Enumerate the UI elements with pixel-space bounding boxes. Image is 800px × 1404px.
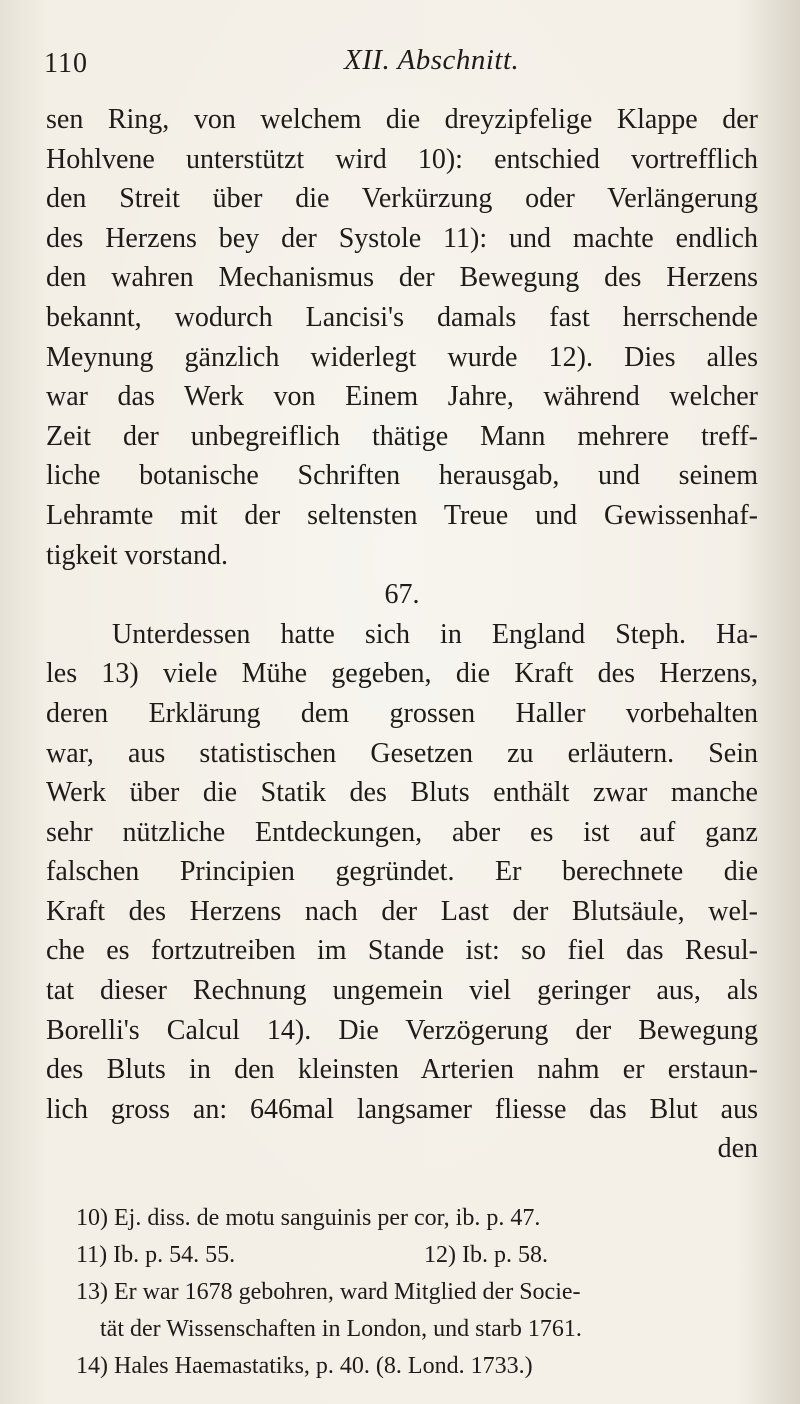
text-line: sen Ring, von welchem die dreyzipfelige Klappe der bbox=[46, 104, 758, 135]
catchword: den bbox=[717, 1133, 758, 1165]
footnote-13: 13) Er war 1678 gebohren, ward Mitglied der Socie- bbox=[76, 1279, 581, 1305]
footnote-14: 14) Hales Haemastatiks, p. 40. (8. Lond. 1733.) bbox=[76, 1353, 533, 1379]
text-line: war, aus statistischen Gesetzen zu erläutern. Sein bbox=[46, 737, 758, 769]
page-number: 110 bbox=[44, 48, 88, 79]
text-line: bekannt, wodurch Lancisi's damals fast herrschende bbox=[46, 301, 758, 333]
section-number: 67. bbox=[384, 579, 420, 611]
text-line: che es fortzutreiben im Stande ist: so fiel das Resul- bbox=[46, 935, 758, 967]
text-line: Zeit der unbegreiflich thätige Mann mehrere treff- bbox=[46, 420, 758, 452]
text-line: deren Erklärung dem grossen Haller vorbehalten bbox=[46, 697, 758, 729]
text-line: falschen Principien gegründet. Er berechnete die bbox=[46, 856, 758, 888]
text-line: Lehramte mit der seltensten Treue und Gewissenhaf- bbox=[46, 499, 758, 531]
text-line: war das Werk von Einem Jahre, während welcher bbox=[46, 381, 758, 413]
text-line: den wahren Mechanismus der Bewegung des Herzens bbox=[46, 262, 758, 294]
text-line: Kraft des Herzens nach der Last der Blutsäule, wel- bbox=[46, 895, 758, 927]
page-header bbox=[44, 40, 764, 84]
text-line: liche botanische Schriften herausgab, und seinem bbox=[46, 460, 758, 492]
text-line: Meynung gänzlich widerlegt wurde 12). Dies alles bbox=[46, 341, 758, 373]
body-text bbox=[46, 100, 758, 1169]
text-line: tigkeit vorstand. bbox=[46, 539, 228, 571]
text-line: les 13) viele Mühe gegeben, die Kraft des Herzens, bbox=[46, 658, 758, 690]
text-line: des Bluts in den kleinsten Arterien nahm er erstaun- bbox=[46, 1054, 758, 1086]
text-line: den Streit über die Verkürzung oder Verlängerung bbox=[46, 183, 758, 215]
footnotes bbox=[76, 1200, 758, 1385]
footnote-12: 12) Ib. p. 58. bbox=[424, 1242, 548, 1268]
text-line: tat dieser Rechnung ungemein viel geringer aus, als bbox=[46, 975, 758, 1007]
footnote-13-continued: tät der Wissenschaften in London, und starb 1761. bbox=[100, 1316, 582, 1342]
footnote-row bbox=[76, 1237, 758, 1274]
text-line: Borelli's Calcul 14). Die Verzögerung der Bewegung bbox=[46, 1014, 758, 1046]
text-line: Werk über die Statik des Bluts enthält zwar manche bbox=[46, 777, 758, 809]
text-line: lich gross an: 646mal langsamer fliesse das Blut aus bbox=[46, 1093, 758, 1125]
text-line: Unterdessen hatte sich in England Steph. Ha- bbox=[112, 618, 758, 650]
footnote-10: 10) Ej. diss. de motu sanguinis per cor, ib. p. 47. bbox=[76, 1205, 541, 1231]
text-line: sehr nützliche Entdeckungen, aber es ist auf ganz bbox=[46, 816, 758, 848]
text-line: des Herzens bey der Systole 11): und machte endlich bbox=[46, 222, 758, 254]
text-line: Hohlvene unterstützt wird 10): entschied vortrefflich bbox=[46, 143, 758, 175]
footnote-11: 11) Ib. p. 54. 55. bbox=[76, 1242, 236, 1268]
running-head: XII. Abschnitt. bbox=[344, 44, 520, 76]
